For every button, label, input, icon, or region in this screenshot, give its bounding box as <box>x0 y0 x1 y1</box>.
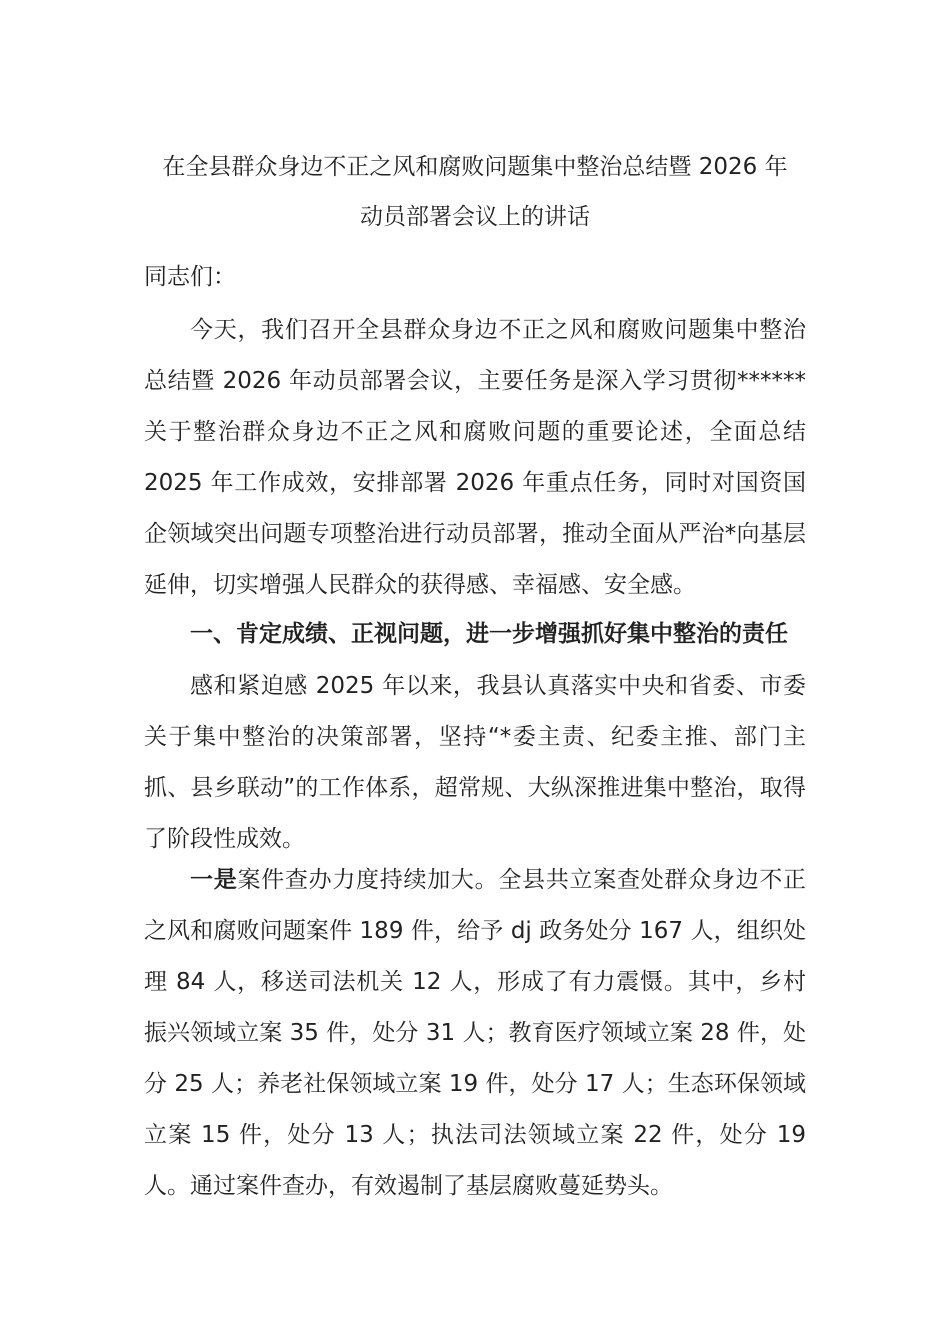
point-1-text: 案件查办力度持续加大。全县共立案查处群众身边不正之风和腐败问题案件 189 件，给予 dj 政务处分 167 人，组织处理 84 人，移送司法机关 12 人，形成了有力震慑。其中，乡村振兴领域立案 35 件，处分 31 人；教育医疗领域立案 28 件，处分 25 人；养老社保领域立案 19 件，处分 17 人；生态环保领域立案 15 件，处分 13 人；执法司法领域立案 22 件，处分 19 人。通过案件查办，有效遏制了基层腐败蔓延势头。 <box>144 867 807 1199</box>
section-1-paragraph: 感和紧迫感 2025 年以来，我县认真落实中央和省委、市委关于集中整治的决策部署，坚持“*委主责、纪委主推、部门主抓、县乡联动”的工作体系，超常规、大纵深推进集中整治，取得了阶段性成效。 <box>144 673 806 852</box>
document-title <box>100 142 850 242</box>
title-line-1: 在全县群众身边不正之风和腐败问题集中整治总结暨 2026 年 <box>162 154 788 180</box>
section-heading-1: 一、肯定成绩、正视问题，进一步增强抓好集中整治的责任 <box>190 621 788 647</box>
title-line-2: 动员部署会议上的讲话 <box>360 204 590 230</box>
point-1-paragraph <box>144 855 806 1212</box>
point-1-label: 一是 <box>190 867 238 893</box>
greeting: 同志们： <box>144 264 236 290</box>
intro-paragraph: 今天，我们召开全县群众身边不正之风和腐败问题集中整治总结暨 2026 年动员部署会议，主要任务是深入学习贯彻******关于整治群众身边不正之风和腐败问题的重要论述，全面总结 2025 年工作成效，安排部署 2026 年重点任务，同时对国资国企领域突出问题专项整治进行动员部署，推动全面从严治*向基层延伸，切实增强人民群众的获得感、幸福感、安全感。 <box>144 317 806 598</box>
